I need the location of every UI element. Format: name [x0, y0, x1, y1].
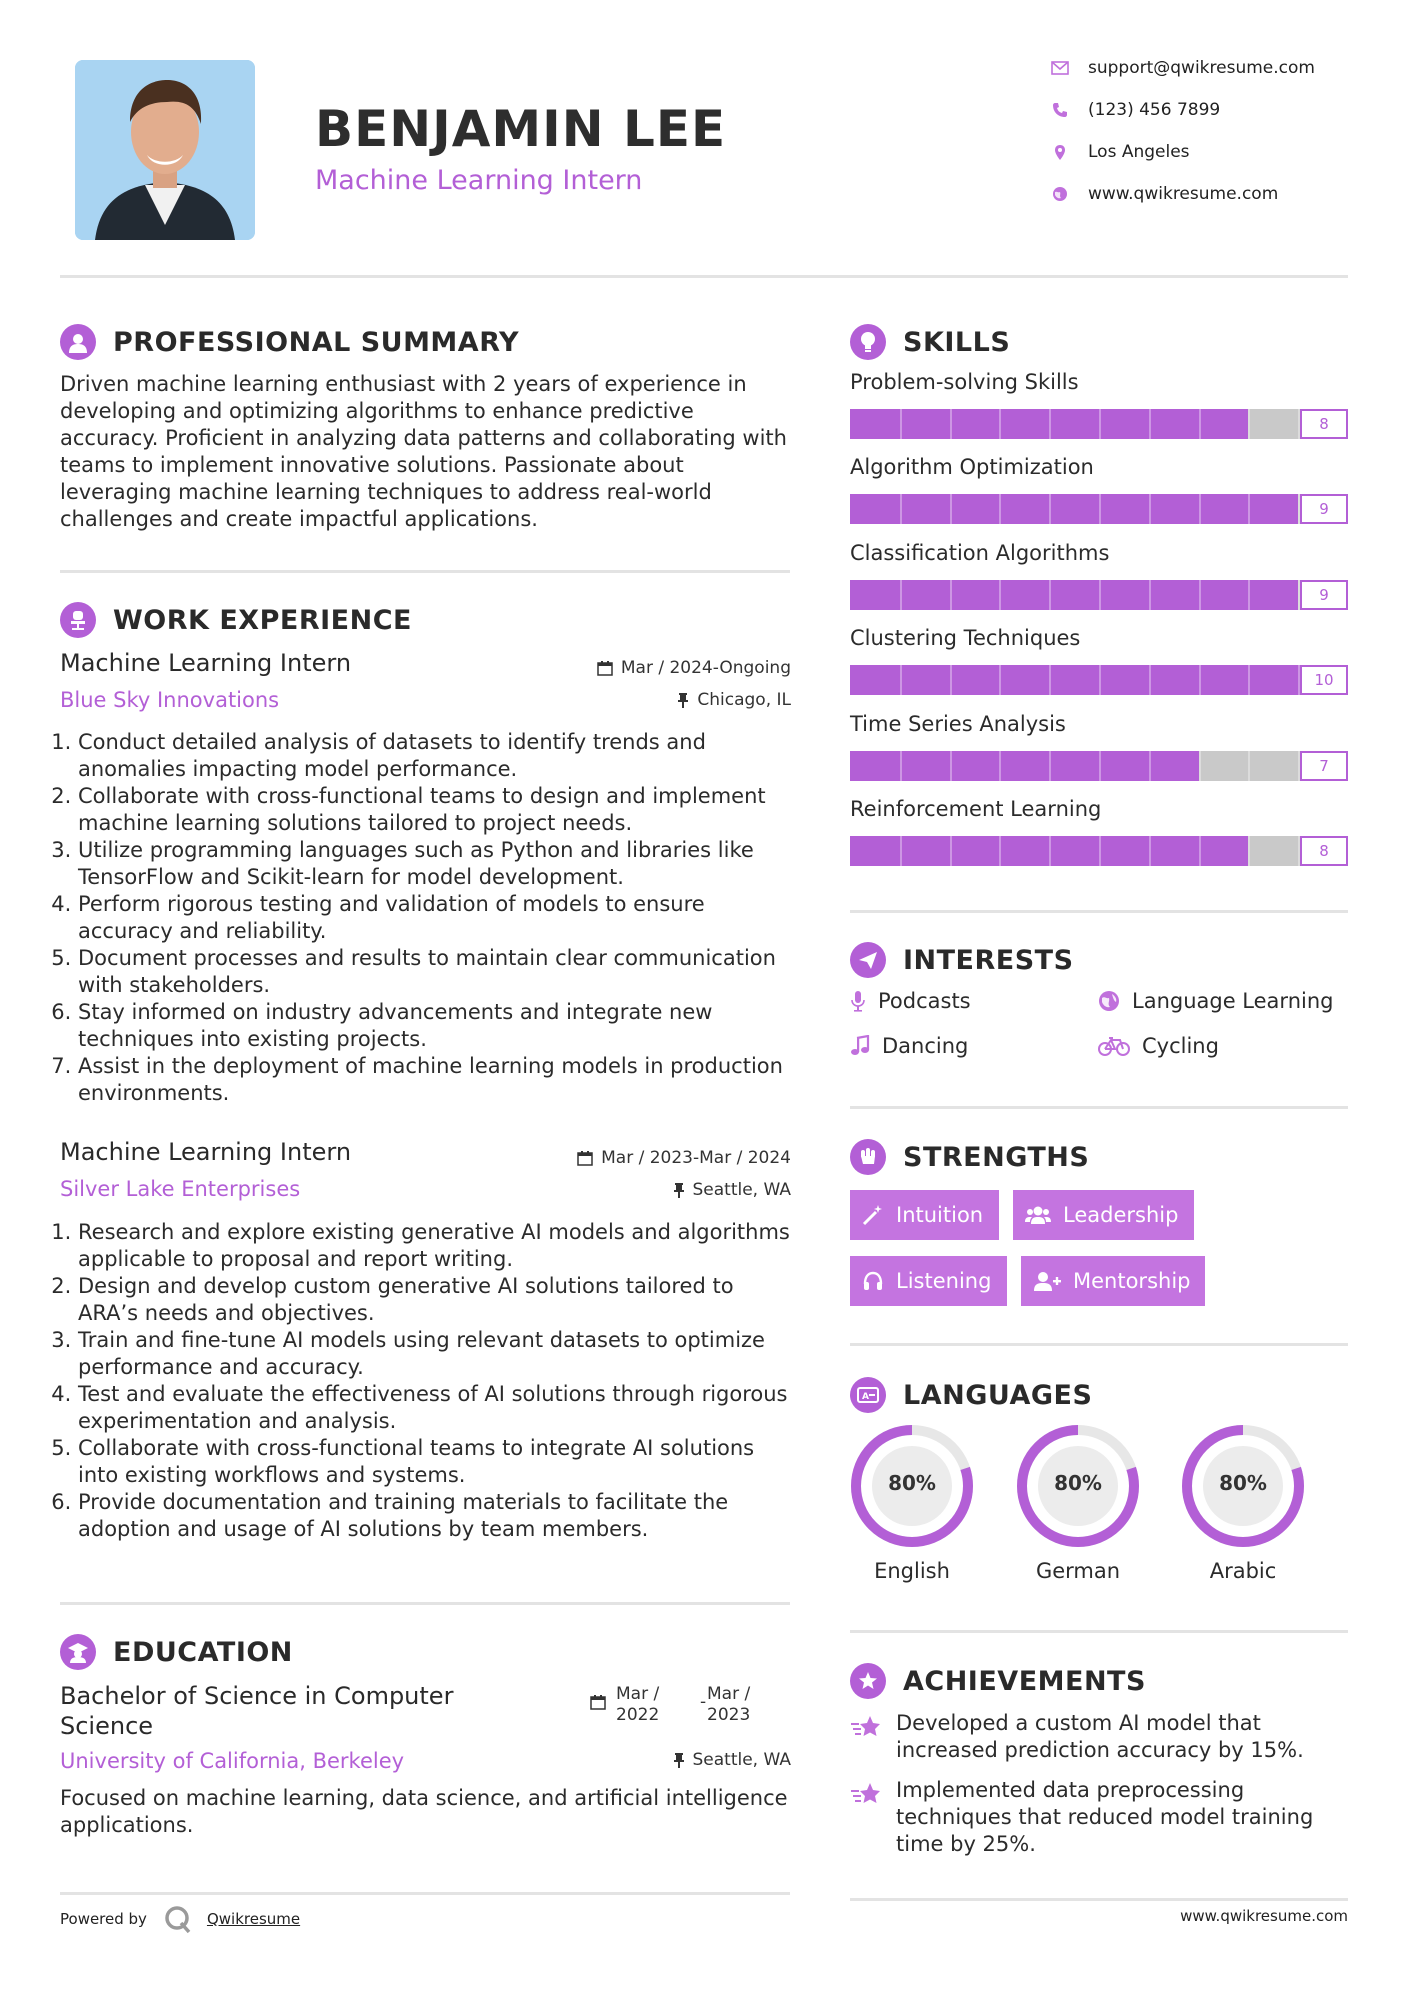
strength-chip-listening — [850, 1256, 1007, 1306]
date-part: 2023 — [707, 1705, 751, 1725]
language-percent: 80% — [888, 1471, 936, 1495]
skill-score-badge: 8 — [1300, 409, 1348, 439]
experience-title: WORK EXPERIENCE — [113, 604, 412, 636]
skill-label: Time Series Analysis — [850, 711, 1066, 736]
skill-bar-segment — [1149, 494, 1151, 524]
skill-bar-segment — [999, 580, 1001, 610]
pushpin-icon — [673, 1752, 685, 1768]
interest-label: Dancing — [882, 1034, 969, 1058]
skill-bar-segment — [1248, 665, 1250, 695]
summary-line: Driven machine learning enthusiast with 2 years of experience in — [60, 372, 747, 396]
summary-text — [60, 371, 800, 533]
list-item: 5. Document processes and results to maintain clear communication with stakeholders. — [78, 945, 800, 999]
skill-bar-segment — [950, 580, 952, 610]
strength-label: Mentorship — [1073, 1269, 1191, 1293]
skill-bar-segment — [1199, 665, 1201, 695]
skill-bar-segment — [1199, 409, 1201, 439]
contact-website-text: www.qwikresume.com — [1088, 184, 1279, 204]
skill-bar-segment — [900, 409, 902, 439]
contact-location — [1050, 142, 1190, 162]
languages-divider — [850, 1630, 1348, 1633]
achievement-item — [850, 1777, 1313, 1858]
skill-bar — [850, 665, 1348, 695]
skill-bar-segment — [950, 836, 952, 866]
list-item: 4. Test and evaluate the effectiveness of AI solutions through rigorous experimentation and analysis. — [78, 1381, 800, 1435]
skill-bar-segment — [1248, 580, 1250, 610]
music-note-icon — [850, 1035, 870, 1057]
job-company: Blue Sky Innovations — [60, 688, 280, 712]
footer-divider-right — [850, 1898, 1348, 1901]
contact-website[interactable] — [1050, 184, 1278, 204]
skill-bar-segment — [1049, 836, 1051, 866]
skill-bar-fill — [850, 580, 1298, 610]
language-name: German — [1035, 1559, 1121, 1583]
skill-bar-segment — [900, 836, 902, 866]
skill-bar-segment — [1099, 836, 1101, 866]
strength-label: Leadership — [1063, 1203, 1179, 1227]
list-item: 4. Perform rigorous testing and validation of models to ensure accuracy and reliability. — [78, 891, 800, 945]
calendar-icon — [590, 1694, 606, 1710]
language-percent: 80% — [1219, 1471, 1267, 1495]
star-icon — [850, 1710, 884, 1764]
globe-icon — [1098, 990, 1120, 1012]
skill-bar-segment — [1199, 836, 1201, 866]
skill-bar — [850, 580, 1348, 610]
achievement-line: increased prediction accuracy by 15%. — [896, 1738, 1304, 1762]
strengths-title: STRENGTHS — [903, 1141, 1090, 1173]
school-name: University of California, Berkeley — [60, 1749, 405, 1773]
skill-bar-segment — [1149, 665, 1151, 695]
degree-line: Science — [60, 1712, 154, 1740]
job-location — [480, 1180, 791, 1200]
skill-bar-segment — [1248, 409, 1250, 439]
powered-by — [60, 1904, 300, 1934]
list-item: 6. Provide documentation and training materials to facilitate the adoption and usage of AI solutions by team members. — [78, 1489, 800, 1543]
education-desc-line: Focused on machine learning, data science, and artificial intelligence — [60, 1786, 788, 1810]
skill-bar — [850, 409, 1348, 439]
job-location-text: Chicago, IL — [697, 690, 791, 710]
skill-bar — [850, 494, 1348, 524]
education-end — [707, 1684, 767, 1726]
skill-bar-segment — [1149, 836, 1151, 866]
date-part: 2022 — [616, 1705, 660, 1725]
summary-line: accuracy. Proficient in analyzing data patterns and collaborating with — [60, 426, 787, 450]
interest-podcasts — [850, 989, 971, 1013]
skill-bar-segment — [1199, 580, 1201, 610]
summary-divider — [60, 570, 790, 573]
interest-language-learning — [1098, 989, 1333, 1013]
interest-dancing — [850, 1034, 968, 1058]
strength-label: Intuition — [896, 1203, 984, 1227]
education-title: EDUCATION — [113, 1636, 293, 1668]
job-duties — [60, 729, 800, 1107]
graduate-icon — [60, 1634, 96, 1670]
skill-bar-segment — [900, 494, 902, 524]
list-item: 7. Assist in the deployment of machine learning models in production environments. — [78, 1053, 800, 1107]
summary-line: challenges and create impactful applications. — [60, 507, 538, 531]
date-part: Mar / — [616, 1684, 660, 1704]
skill-bar — [850, 836, 1348, 866]
education-desc-line: applications. — [60, 1813, 194, 1837]
skill-bar-segment — [999, 409, 1001, 439]
language-ring — [850, 1424, 974, 1548]
education-location-text: Seattle, WA — [692, 1750, 791, 1770]
skill-label: Reinforcement Learning — [850, 797, 1102, 821]
language-name: Arabic — [1209, 1559, 1277, 1583]
user-icon — [60, 324, 96, 360]
job-location-text: Seattle, WA — [692, 1180, 791, 1200]
list-item: 6. Stay informed on industry advancements and integrate new techniques into existing projects. — [78, 999, 800, 1053]
skill-bar-segment — [1049, 409, 1051, 439]
job-date-text: Mar / 2024-Ongoing — [620, 658, 791, 678]
skills-title: SKILLS — [903, 326, 1011, 358]
candidate-role: Machine Learning Intern — [315, 165, 643, 196]
contact-email-text: support@qwikresume.com — [1088, 58, 1315, 78]
skill-score-badge: 10 — [1300, 665, 1348, 695]
strengths-divider — [850, 1343, 1348, 1346]
pushpin-icon — [677, 692, 689, 708]
interests-divider — [850, 1106, 1348, 1109]
footer-website[interactable]: www.qwikresume.com — [1180, 1907, 1348, 1925]
skill-bar-fill — [850, 751, 1199, 781]
skills-heading — [850, 324, 1010, 360]
list-item: 3. Train and fine-tune AI models using relevant datasets to optimize performance and accuracy. — [78, 1327, 800, 1381]
skill-bar-segment — [950, 665, 952, 695]
achievement-line: techniques that reduced model training — [896, 1805, 1314, 1829]
strengths-heading — [850, 1139, 1089, 1175]
skill-bar-segment — [1248, 836, 1250, 866]
summary-title: PROFESSIONAL SUMMARY — [113, 326, 520, 358]
degree-line: Bachelor of Science in Computer — [60, 1682, 454, 1710]
language-name: English — [874, 1559, 950, 1583]
achievement-item — [850, 1710, 1304, 1764]
fist-icon — [850, 1139, 886, 1175]
list-item: 2. Design and develop custom generative AI solutions tailored to ARA’s needs and objectives. — [78, 1273, 800, 1327]
brand-link[interactable]: Qwikresume — [206, 1910, 301, 1928]
job-date — [480, 658, 791, 678]
star-icon — [850, 1777, 884, 1858]
job-duties — [60, 1219, 800, 1543]
job-company: Silver Lake Enterprises — [60, 1177, 301, 1201]
job-date — [480, 1148, 791, 1168]
skill-bar-segment — [1248, 751, 1250, 781]
list-item: 1. Research and explore existing generative AI models and algorithms applicable to proposal and report writing. — [78, 1219, 800, 1273]
skill-bar-segment — [950, 751, 952, 781]
skill-bar-segment — [999, 751, 1001, 781]
experience-divider — [60, 1602, 790, 1605]
skill-bar-segment — [1049, 580, 1051, 610]
skill-bar-segment — [1099, 494, 1101, 524]
headphones-icon — [862, 1271, 884, 1291]
skills-divider — [850, 910, 1348, 913]
header-divider — [60, 275, 1348, 278]
calendar-icon — [597, 660, 613, 676]
user-plus-icon — [1033, 1271, 1061, 1291]
education-heading — [60, 1634, 293, 1670]
skill-label: Algorithm Optimization — [850, 455, 1094, 480]
skill-bar-segment — [950, 409, 952, 439]
envelope-icon — [1050, 58, 1070, 78]
paper-plane-icon — [850, 942, 886, 978]
contact-location-text: Los Angeles — [1088, 142, 1190, 162]
degree-title — [60, 1681, 453, 1741]
skill-bar-segment — [1049, 665, 1051, 695]
skill-bar — [850, 751, 1348, 781]
strength-label: Listening — [896, 1269, 992, 1293]
footer-divider-left — [60, 1892, 790, 1895]
calendar-icon — [577, 1150, 593, 1166]
powered-by-text: Powered by — [60, 1910, 147, 1928]
achievements-title: ACHIEVEMENTS — [903, 1665, 1146, 1697]
skill-bar-segment — [1248, 494, 1250, 524]
users-icon — [1025, 1205, 1051, 1225]
skill-bar-segment — [1049, 494, 1051, 524]
language-ring — [1016, 1424, 1140, 1548]
award-icon — [850, 1663, 886, 1699]
candidate-name: BENJAMIN LEE — [315, 100, 727, 158]
skill-label: Clustering Techniques — [850, 626, 1081, 651]
skill-score-badge: 8 — [1300, 836, 1348, 866]
skill-bar-segment — [999, 665, 1001, 695]
skill-bar-segment — [999, 836, 1001, 866]
language-ring — [1181, 1424, 1305, 1548]
list-item: 3. Utilize programming languages such as Python and libraries like TensorFlow and Scikit-learn for model development. — [78, 837, 800, 891]
svg-text:A: A — [862, 1392, 870, 1402]
skill-score-badge: 9 — [1300, 580, 1348, 610]
skill-bar-segment — [1199, 494, 1201, 524]
skill-bar-segment — [1099, 409, 1101, 439]
contact-phone-text: (123) 456 7899 — [1088, 100, 1221, 120]
skill-bar-segment — [900, 580, 902, 610]
languages-title: LANGUAGES — [903, 1379, 1093, 1411]
skill-bar-segment — [1149, 409, 1151, 439]
skill-bar-segment — [1099, 665, 1101, 695]
contact-phone[interactable] — [1050, 100, 1220, 120]
skill-bar-segment — [1049, 751, 1051, 781]
language-icon — [850, 1377, 886, 1413]
chair-icon — [60, 602, 96, 638]
experience-heading — [60, 602, 412, 638]
summary-line: leveraging machine learning techniques to address real-world — [60, 480, 712, 504]
skill-bar-segment — [1199, 751, 1201, 781]
interest-label: Language Learning — [1132, 989, 1334, 1013]
list-item: 1. Conduct detailed analysis of datasets to identify trends and anomalies impacting model performance. — [78, 729, 800, 783]
skill-bar-segment — [1099, 580, 1101, 610]
education-start — [616, 1684, 676, 1726]
skill-bar-segment — [1149, 751, 1151, 781]
interests-heading — [850, 942, 1074, 978]
achievement-line: time by 25%. — [896, 1832, 1036, 1856]
job-location — [480, 690, 791, 710]
microphone-icon — [850, 990, 866, 1012]
strength-chip-leadership — [1013, 1190, 1194, 1240]
language-percent: 80% — [1054, 1471, 1102, 1495]
pushpin-icon — [673, 1182, 685, 1198]
interests-title: INTERESTS — [903, 944, 1074, 976]
education-location — [480, 1750, 791, 1770]
globe-icon — [1050, 184, 1070, 204]
lightbulb-icon — [850, 324, 886, 360]
list-item: 2. Collaborate with cross-functional teams to design and implement machine learning solutions tailored to project needs. — [78, 783, 800, 837]
skill-score-badge: 7 — [1300, 751, 1348, 781]
contact-email[interactable] — [1050, 58, 1315, 78]
skill-score-badge: 9 — [1300, 494, 1348, 524]
skill-label: Classification Algorithms — [850, 540, 1110, 565]
profile-photo — [75, 60, 255, 240]
achievement-line: Implemented data preprocessing — [896, 1778, 1245, 1802]
summary-line: teams to implement innovative solutions. Passionate about — [60, 453, 684, 477]
skill-label: Problem-solving Skills — [850, 370, 1079, 394]
skill-bar-fill — [850, 494, 1298, 524]
summary-line: developing and optimizing algorithms to enhance predictive — [60, 399, 694, 423]
job-title: Machine Learning Intern — [60, 649, 352, 677]
summary-heading — [60, 324, 519, 360]
interest-label: Cycling — [1142, 1034, 1219, 1058]
skill-bar-segment — [900, 751, 902, 781]
skill-bar-segment — [950, 494, 952, 524]
strength-chip-mentorship — [1021, 1256, 1205, 1306]
phone-icon — [1050, 100, 1070, 120]
languages-heading — [850, 1377, 1092, 1413]
list-item: 5. Collaborate with cross-functional teams to integrate AI solutions into existing workflows and systems. — [78, 1435, 800, 1489]
interest-cycling — [1098, 1034, 1219, 1058]
interest-label: Podcasts — [878, 989, 971, 1013]
qwikresume-logo-icon — [163, 1904, 193, 1934]
skill-bar-segment — [1149, 580, 1151, 610]
map-pin-icon — [1050, 142, 1070, 162]
skill-bar-segment — [1099, 751, 1101, 781]
strength-chip-intuition — [850, 1190, 999, 1240]
achievement-line: Developed a custom AI model that — [896, 1711, 1261, 1735]
job-date-text: Mar / 2023-Mar / 2024 — [601, 1148, 791, 1168]
achievements-heading — [850, 1663, 1146, 1699]
education-description — [60, 1785, 805, 1839]
job-title: Machine Learning Intern — [60, 1138, 352, 1166]
date-separator: - — [700, 1692, 707, 1712]
bicycle-icon — [1098, 1036, 1130, 1056]
skill-bar-segment — [900, 665, 902, 695]
skill-bar-segment — [999, 494, 1001, 524]
date-part: Mar / — [707, 1684, 751, 1704]
magic-wand-icon — [862, 1204, 884, 1226]
